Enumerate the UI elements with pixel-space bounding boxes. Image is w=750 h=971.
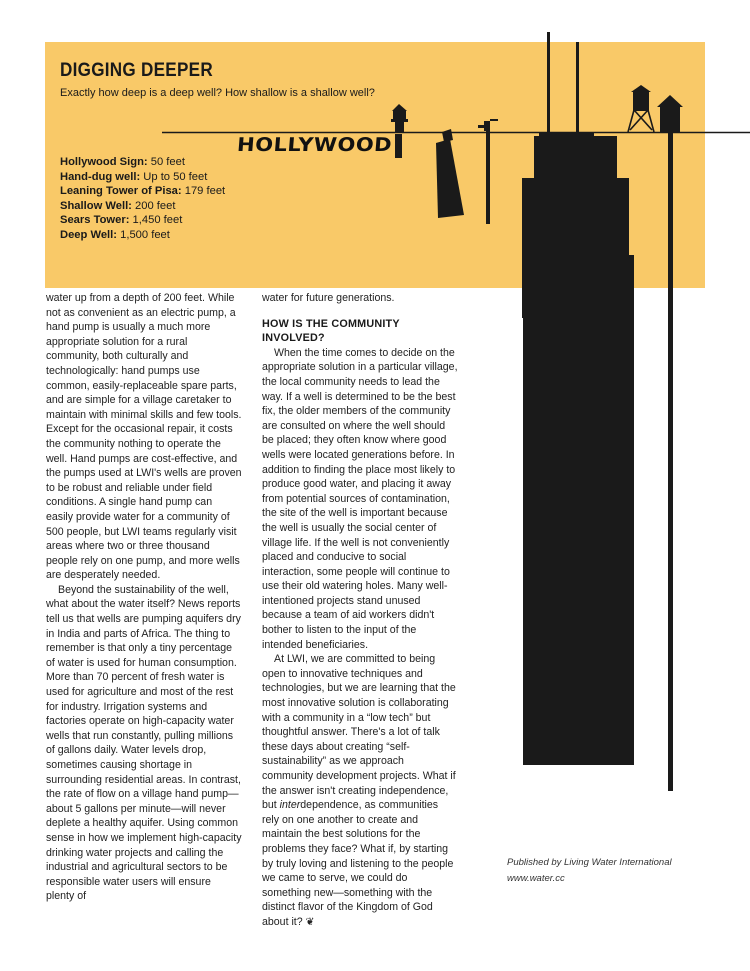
- depth-item: Hollywood Sign: 50 feet: [60, 156, 185, 168]
- antenna-right: [576, 42, 579, 135]
- sears-tower-icon: [522, 132, 634, 765]
- publisher-url: www.water.cc: [507, 872, 565, 884]
- depth-item: Leaning Tower of Pisa: 179 feet: [60, 185, 226, 198]
- text-column-right: [262, 291, 458, 930]
- panel-title: DIGGING DEEPER: [60, 60, 213, 81]
- end-mark-icon: ❦: [305, 915, 315, 928]
- sign-post: [395, 134, 402, 158]
- antenna-left: [547, 32, 550, 135]
- body-paragraph: When the time comes to decide on the appropriate solution in a particular village, the local community needs to lead the way. If a well is determined to be the best fix, the older members of the community are consulted on where the well should be placed; they often know where good wells were located generations before. In addition to finding the place most likely to produce good water, and placing it away from potential sources of contamination, the site of the well is important because the well is usually the social center of village life. If the well is not conveniently placed and conducive to social interaction, some people will continue to use their old watering holes. Many well-intentioned projects stand unused because a team of aid workers didn't bother to listen to the input of the intended beneficiaries.: [262, 346, 458, 651]
- water-tower-icon: [628, 110, 654, 132]
- body-paragraph: At LWI, we are committed to being open to innovative techniques and technologies, but we are learning that the most innovative solution is collaborating with a community in a “low tech” but thoughtful answer. There's a lot of talk these days about creating “self-sustainability” as we approach community development projects. What if the answer isn't creating independence, but interdependence, as communities rely on one another to create and maintain the best solutions for the problems they face? What if, by starting by truly loving and listening to the people we came to serve, we could do something new—something with the distinct flavor of the Kingdom of God about it? ❦: [262, 653, 456, 928]
- well-house-icon: [657, 95, 683, 133]
- depth-item: Shallow Well: 200 feet: [60, 199, 176, 212]
- leaning-tower-icon: [436, 129, 464, 218]
- text-column-left: [46, 291, 242, 904]
- panel-subtitle: Exactly how deep is a deep well? How shallow is a shallow well?: [60, 87, 375, 99]
- section-heading: HOW IS THE COMMUNITY INVOLVED?: [262, 317, 400, 345]
- water-tank-icon: [631, 85, 651, 111]
- body-paragraph: Beyond the sustainability of the well, what about the water itself? News reports tell us that wells are pumping aquifers dry in India and parts of Africa. The thing to remember is that only a tiny percentage of water is used for human consumption. More than 70 percent of fresh water is used for agriculture and most of the rest for industry. Irrigation systems and factories operate on high-capacity water wells that run constantly, pulling millions of gallons daily. Water levels drop, sometimes causing shortage in surrounding residential areas. In contrast, the rate of flow on a village hand pump—about 5 gallons per minute—will never deplete a healthy aquifer. Using common sense in how we implement high-capacity drinking water projects and calling the industrial and agricultural sectors to be responsible water users will ensure plenty of: [46, 583, 242, 903]
- body-paragraph: water for future generations.: [262, 292, 395, 304]
- deep-well-pipe: [668, 133, 673, 791]
- hand-pump-icon: [478, 119, 498, 224]
- publisher-name: Published by Living Water International: [507, 857, 672, 868]
- body-paragraph: water up from a depth of 200 feet. While not as convenient as an electric pump, a hand pump is usually a much more appropriate solution for a rural community, both culturally and technologically: hand pumps use common, easily-replaceable spare parts, and are simple for a village caretaker to maintain with minimal skills and few tools. Except for the occasional repair, it costs the community nothing to operate the well. Hand pumps are cost-effective, and the pumps used at LWI's wells are proven to be robust and reliable under field conditions. A single hand pump can easily provide water for a community of 500 people, but LWI teams regularly visit areas where two or three thousand people rely on one pump, and more wells are desperately needed.: [46, 292, 242, 582]
- watchtower-icon: [391, 104, 408, 133]
- hollywood-sign: HOLLYWOOD: [236, 134, 393, 156]
- depth-item: Hand-dug well: Up to 50 feet: [60, 170, 208, 183]
- depth-item: Sears Tower: 1,450 feet: [60, 214, 183, 227]
- depth-item: Deep Well: 1,500 feet: [60, 228, 170, 241]
- publisher-credit: [507, 855, 672, 886]
